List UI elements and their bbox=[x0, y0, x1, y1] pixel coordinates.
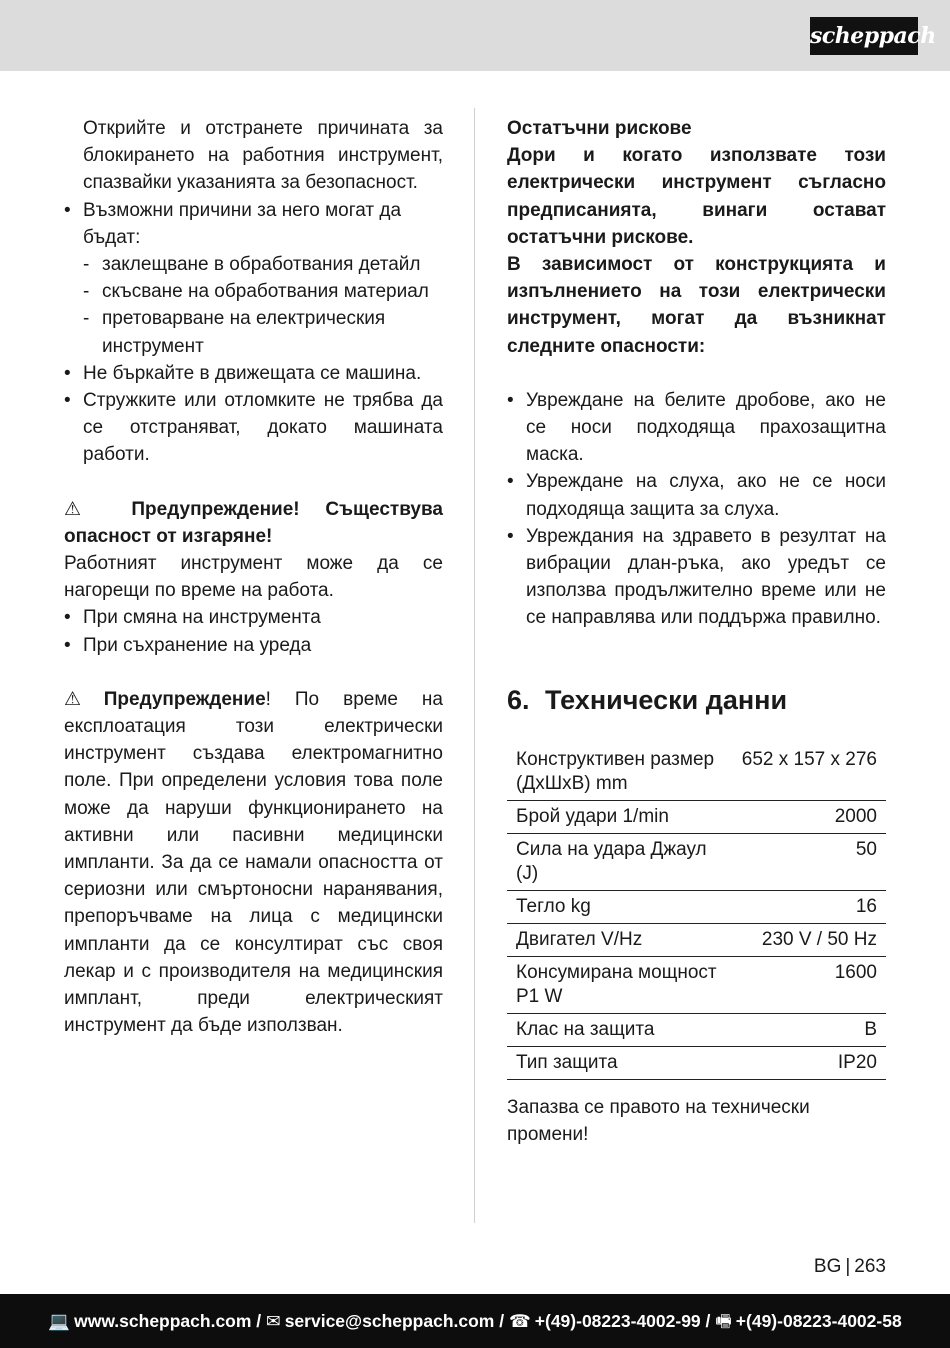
residual-risks-text-1: Дори и когато използвате този електрически инструмент съгласно предписанията, винаги остават остатъчни рискове. bbox=[507, 145, 886, 248]
table-row bbox=[507, 833, 886, 890]
spec-label: Двигател V/Hz bbox=[507, 923, 730, 956]
intro-paragraph: Открийте и отстранете причината за блокирането на работния инструмент, спазвайки указанията за безопасност. bbox=[83, 118, 443, 194]
burn-list bbox=[64, 604, 443, 658]
spec-value: 1600 bbox=[730, 956, 886, 1013]
em-warning-title: Предупреждение bbox=[103, 688, 266, 710]
list-item: • Стружките или отломките не трябва да се отстраняват, докато машината работи. bbox=[64, 387, 443, 469]
footer-email-link[interactable]: service@scheppach.com bbox=[284, 1311, 495, 1331]
footer-website-link[interactable]: www.scheppach.com bbox=[74, 1311, 252, 1331]
residual-risks-text-2: В зависимост от конструкцията и изпълнението на този електрически инструмент, могат да възникнат следните опасности: bbox=[507, 254, 886, 357]
footer-fax: +(49)-08223-4002-58 bbox=[735, 1311, 902, 1331]
burn-warning-title: Предупреждение! Съществува опасност от изгаряне! bbox=[64, 498, 443, 547]
spec-label: Конструктивен размер (ДхШхВ) mm bbox=[507, 744, 730, 801]
burn-warning-heading bbox=[64, 496, 443, 550]
spec-value: 16 bbox=[730, 890, 886, 923]
column-divider bbox=[474, 108, 475, 1223]
list-item: • Увреждане на слуха, ако не се носи подходяща защита за слуха. bbox=[507, 468, 886, 522]
section-heading bbox=[507, 684, 886, 716]
causes-list bbox=[64, 197, 443, 469]
page-number-value: 263 bbox=[854, 1256, 886, 1277]
right-column bbox=[507, 115, 886, 1148]
spec-value: 2000 bbox=[730, 800, 886, 833]
header-band bbox=[0, 0, 950, 71]
spec-label: Тип защита bbox=[507, 1046, 730, 1079]
spec-label: Консумирана мощност P1 W bbox=[507, 956, 730, 1013]
list-item: • Увреждания на здравето в резултат на вибрации длан-ръка, ако уредът се използва продължително време или не се направлява или поддържа правилно. bbox=[507, 523, 886, 632]
list-item: • При смяна на инструмента bbox=[64, 604, 443, 631]
spec-value: B bbox=[730, 1013, 886, 1046]
list-item: • Не бъркайте в движещата се машина. bbox=[64, 360, 443, 387]
page-lang: BG bbox=[813, 1256, 842, 1277]
footer-phone: +(49)-08223-4002-99 bbox=[534, 1311, 701, 1331]
list-item: - скъсване на обработвания материал bbox=[83, 278, 443, 305]
residual-risks-title: Остатъчни рискове bbox=[507, 118, 692, 139]
tech-data-table bbox=[507, 744, 886, 1080]
section-number: 6. bbox=[507, 684, 530, 715]
warning-triangle-icon: ⚠ bbox=[64, 688, 100, 710]
footer-separator: / bbox=[494, 1311, 509, 1331]
table-row bbox=[507, 890, 886, 923]
computer-icon: 💻 bbox=[48, 1311, 71, 1331]
mail-icon: ✉ bbox=[266, 1311, 281, 1331]
causes-intro: Възможни причини за него могат да бъдат: bbox=[83, 199, 402, 248]
table-row bbox=[507, 1046, 886, 1079]
burn-warning-text: Работният инструмент може да се нагорещи по време на работа. bbox=[64, 553, 443, 602]
spec-value: 230 V / 50 Hz bbox=[730, 923, 886, 956]
spec-value: 652 x 157 x 276 bbox=[730, 744, 886, 801]
list-item: - претоварване на електрическия инструмент bbox=[83, 305, 443, 359]
em-warning-paragraph bbox=[64, 686, 443, 1040]
causes-sublist bbox=[64, 251, 443, 360]
spec-label: Тегло kg bbox=[507, 890, 730, 923]
left-column bbox=[64, 115, 443, 1040]
table-row bbox=[507, 800, 886, 833]
em-warning-text: ! По време на експлоатация този електрически инструмент създава електромагнитно поле. При определени условия това поле може да наруши функционирането на активни или пасивни медицински импланти. За да се намали опасността от сериозни или смъртоносни наранявания, препоръчваме на лица с медицински импланти да се консултират със своя лекар и с производителя на медицинския имплант, преди електрическият инструмент да бъде използван. bbox=[64, 688, 443, 1037]
page-separator: | bbox=[845, 1256, 851, 1277]
footer-separator: / bbox=[700, 1311, 716, 1331]
spec-label: Клас на защита bbox=[507, 1013, 730, 1046]
scheppach-logo: scheppach bbox=[810, 17, 918, 55]
table-row bbox=[507, 744, 886, 801]
spec-value: 50 bbox=[730, 833, 886, 890]
risks-list bbox=[507, 387, 886, 632]
spec-value: IP20 bbox=[730, 1046, 886, 1079]
list-item: • Увреждане на белите дробове, ако не се носи подходяща прахозащитна маска. bbox=[507, 387, 886, 469]
table-row bbox=[507, 1013, 886, 1046]
warning-triangle-icon: ⚠ bbox=[64, 498, 102, 520]
reserve-note: Запазва се правото на технически промени! bbox=[507, 1096, 810, 1145]
page-number bbox=[790, 1256, 886, 1278]
phone-icon: ☎ bbox=[508, 1311, 531, 1331]
table-row bbox=[507, 956, 886, 1013]
footer-separator: / bbox=[251, 1311, 267, 1331]
list-item bbox=[64, 197, 443, 360]
section-title: Технически данни bbox=[545, 684, 788, 715]
list-item: - заклещване в обработвания детайл bbox=[83, 251, 443, 278]
footer-bar bbox=[0, 1294, 950, 1348]
spec-label: Сила на удара Джаул (J) bbox=[507, 833, 730, 890]
spec-label: Брой удари 1/min bbox=[507, 800, 730, 833]
fax-icon: 🖷 bbox=[715, 1311, 732, 1331]
table-row bbox=[507, 923, 886, 956]
list-item: • При съхранение на уреда bbox=[64, 632, 443, 659]
